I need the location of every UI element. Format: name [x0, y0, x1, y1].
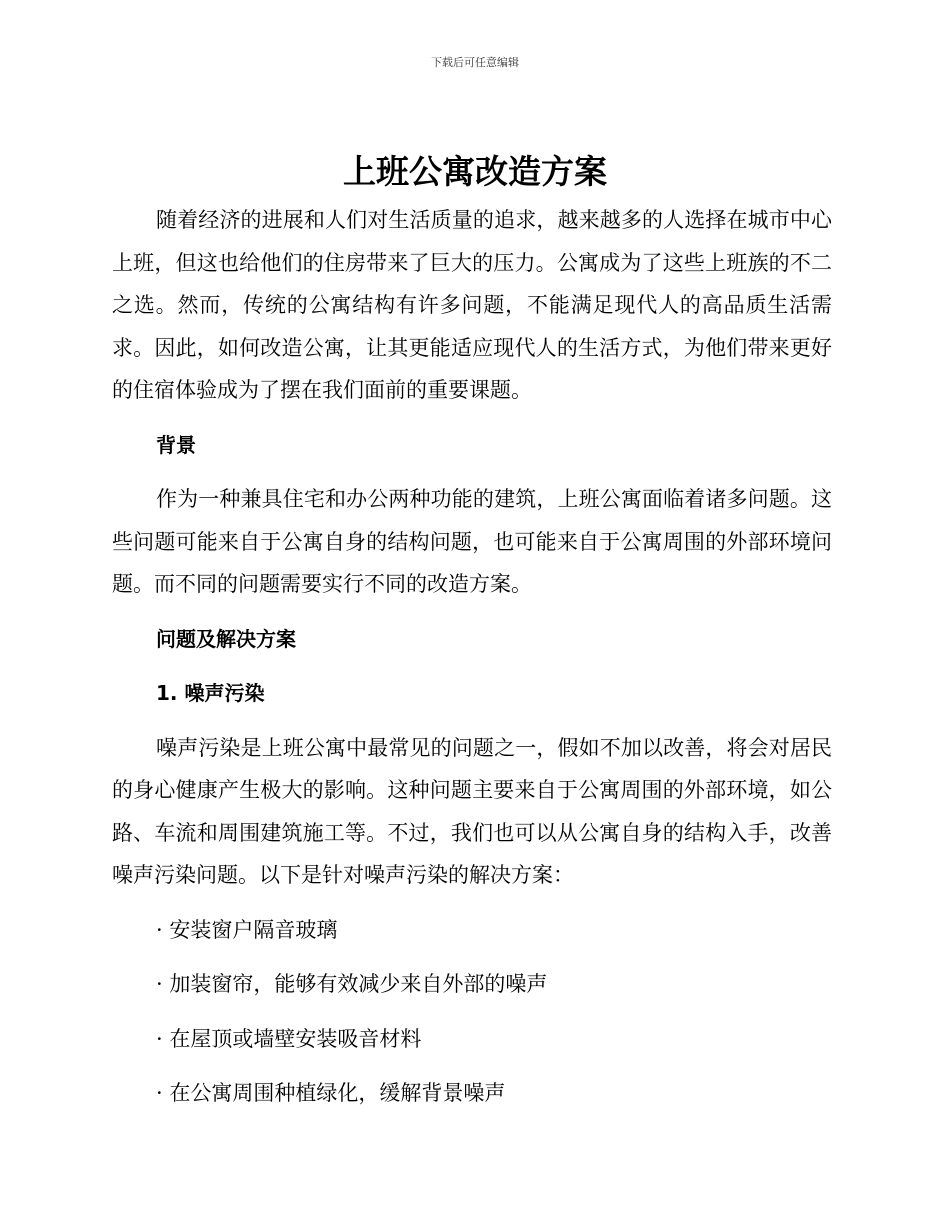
list-item: · 在屋顶或墙壁安装吸音材料 — [156, 1026, 422, 1051]
section-heading-problems: 问题及解决方案 — [156, 626, 296, 651]
section-heading-background: 背景 — [156, 432, 196, 457]
spacer — [112, 951, 832, 963]
spacer — [112, 606, 832, 618]
document-body — [112, 199, 832, 1115]
header-note: 下载后可任意编辑 — [431, 56, 519, 69]
spacer — [112, 715, 832, 727]
spacer — [112, 466, 832, 478]
subheading-noise: 1. 噪声污染 — [156, 681, 265, 705]
spacer — [112, 1006, 832, 1018]
list-item: · 加装窗帘，能够有效减少来自外部的噪声 — [156, 972, 548, 996]
spacer — [112, 897, 832, 909]
noise-paragraph: 噪声污染是上班公寓中最常见的问题之一，假如不加以改善，将会对居民的身心健康产生极大的影响。这种问题主要来自于公寓周围的外部环境，如公路、车流和周围建筑施工等。不过，我们也可以从公寓自身的结构入手，改善噪声污染问题。以下是针对噪声污染的解决方案： — [112, 735, 832, 887]
intro-paragraph: 随着经济的进展和人们对生活质量的追求，越来越多的人选择在城市中心上班，但这也给他们的住房带来了巨大的压力。公寓成为了这些上班族的不二之选。然而，传统的公寓结构有许多问题，不能满足现代人的高品质生活需求。因此，如何改造公寓，让其更能适应现代人的生活方式，为他们带来更好的住宿体验成为了摆在我们面前的重要课题。 — [112, 208, 832, 402]
list-item: · 在公寓周围种植绿化，缓解背景噪声 — [156, 1081, 506, 1105]
spacer — [112, 1060, 832, 1072]
spacer — [112, 412, 832, 424]
page-title: 上班公寓改造方案 — [343, 152, 607, 191]
background-paragraph: 作为一种兼具住宅和办公两种功能的建筑，上班公寓面临着诸多问题。这些问题可能来自于公寓自身的结构问题，也可能来自于公寓周围的外部环境问题。而不同的问题需要实行不同的改造方案。 — [112, 487, 832, 596]
spacer — [112, 660, 832, 672]
list-item: · 安装窗户隔音玻璃 — [156, 917, 338, 942]
